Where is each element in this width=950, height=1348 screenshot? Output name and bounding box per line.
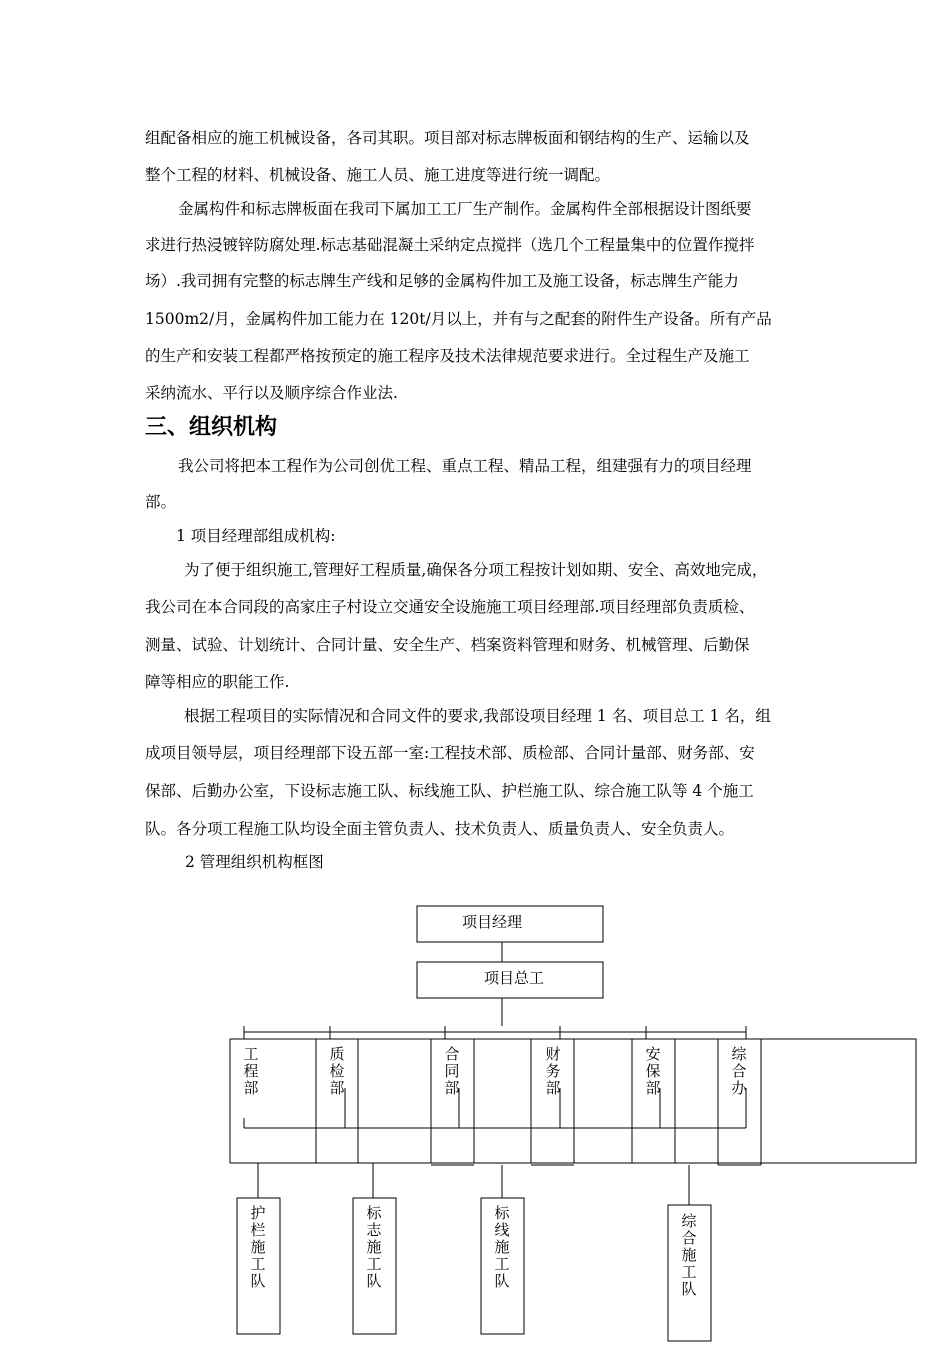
para1-line1: 组配备相应的施工机械设备，各司其职。项目部对标志牌板面和钢结构的生产、运输以及	[145, 129, 750, 147]
para4-line3: 测量、试验、计划统计、合同计量、安全生产、档案资料管理和财务、机械管理、后勤保	[145, 636, 750, 654]
dept-quality-label: 质检部	[329, 1045, 345, 1097]
team-sign-label: 标志施工队	[366, 1204, 382, 1290]
para5-line2: 成项目领导层，项目经理部下设五部一室:工程技术部、质检部、合同计量部、财务部、安	[145, 744, 755, 762]
para2-line4: 1500m2/月，金属构件加工能力在 120t/月以上，并有与之配套的附件生产设备。所有产品	[145, 310, 772, 328]
subheading-2: 2 管理组织机构框图	[185, 853, 324, 871]
dept-general-office-label: 综合办	[731, 1045, 747, 1097]
dept-contract-label: 合同部	[444, 1045, 460, 1097]
team-marking-label: 标线施工队	[494, 1204, 510, 1290]
section-heading: 三、组织机构	[145, 415, 278, 440]
para3-line1: 我公司将把本工程作为公司创优工程、重点工程、精品工程，组建强有力的项目经理	[178, 457, 752, 475]
para4-line4: 障等相应的职能工作.	[145, 673, 290, 691]
para2-line3: 场）.我司拥有完整的标志牌生产线和足够的金属构件加工及施工设备，标志牌生产能力	[145, 272, 739, 290]
manager-label: 项目经理	[461, 913, 523, 931]
dept-engineering-label: 工程部	[243, 1045, 259, 1097]
para4-line1: 为了便于组织施工,管理好工程质量,确保各分项工程按计划如期、安全、高效地完成，	[184, 561, 768, 579]
subheading-1: 1 项目经理部组成机构:	[176, 527, 336, 545]
para5-line3: 保部、后勤办公室，下设标志施工队、标线施工队、护栏施工队、综合施工队等 4 个施工	[145, 782, 754, 800]
para2-line1: 金属构件和标志牌板面在我司下属加工工厂生产制作。金属构件全部根据设计图纸要	[178, 200, 752, 218]
chief-engineer-label: 项目总工	[483, 969, 545, 987]
para2-line6: 采纳流水、平行以及顺序综合作业法.	[145, 384, 398, 402]
para2-line2: 求进行热浸镀锌防腐处理.标志基础混凝土采纳定点搅拌（选几个工程量集中的位置作搅拌	[145, 236, 755, 254]
para4-line2: 我公司在本合同段的高家庄子村设立交通安全设施施工项目经理部.项目经理部负责质检、	[145, 598, 755, 616]
para5-line4: 队。各分项工程施工队均设全面主管负责人、技术负责人、质量负责人、安全负责人。	[145, 820, 735, 838]
team-comprehensive-label: 综合施工队	[681, 1212, 697, 1298]
para2-line5: 的生产和安装工程都严格按预定的施工程序及技术法律规范要求进行。全过程生产及施工	[145, 347, 750, 365]
para3-line2: 部。	[145, 493, 177, 511]
para1-line2: 整个工程的材料、机械设备、施工人员、施工进度等进行统一调配。	[145, 166, 611, 184]
dept-safety-label: 安保部	[645, 1045, 661, 1097]
dept-finance-label: 财务部	[545, 1045, 561, 1097]
team-guardrail-label: 护栏施工队	[250, 1204, 266, 1290]
para5-line1: 根据工程项目的实际情况和合同文件的要求,我部设项目经理 1 名、项目总工 1 名，组	[184, 707, 771, 725]
